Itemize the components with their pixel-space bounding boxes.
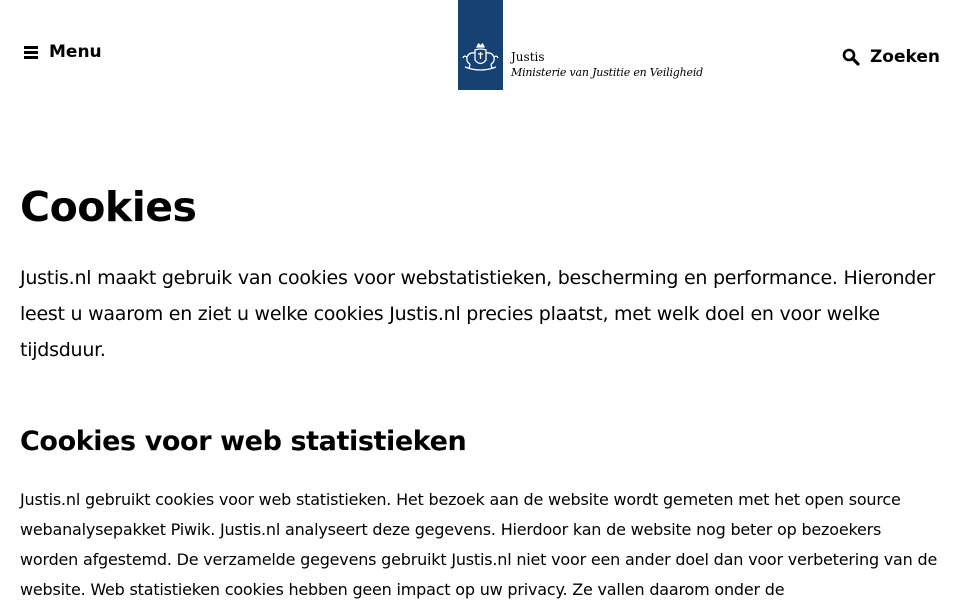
intro-paragraph: Justis.nl maakt gebruik van cookies voor webstatistieken, bescherming en performance. Hieronder leest u waarom en ziet u welke cookies Justis.nl precies plaatst, met welk doel en voor welke tijdsduur. bbox=[20, 267, 936, 361]
site-header bbox=[0, 0, 960, 110]
section-paragraph: Justis.nl gebruikt cookies voor web statistieken. Het bezoek aan de website wordt gemeten met het open source webanalysepakket Piwik. Justis.nl analyseert deze gegevens. Hierdoor kan de website nog beter op bezoekers worden afgestemd. De verzamelde gegevens gebruikt Justis.nl niet voor een ander doel dan voor verbetering van de website. Web statistieken cookies hebben geen impact op uw privacy. Ze vallen daarom onder de bbox=[20, 490, 938, 599]
logo-ministry: Ministerie van Justitie en Veiligheid bbox=[511, 66, 704, 79]
logo-bar bbox=[458, 0, 503, 90]
section-heading: Cookies voor web statistieken bbox=[20, 426, 467, 457]
main-content bbox=[0, 182, 960, 600]
menu-button[interactable] bbox=[24, 42, 102, 62]
search-button[interactable] bbox=[842, 47, 940, 67]
coat-of-arms-icon bbox=[460, 42, 501, 78]
menu-label: Menu bbox=[49, 42, 102, 62]
logo-name: Justis bbox=[511, 50, 545, 64]
site-logo[interactable] bbox=[458, 0, 703, 90]
search-label: Zoeken bbox=[869, 47, 940, 67]
logo-text bbox=[511, 49, 703, 81]
search-icon bbox=[842, 48, 860, 66]
hamburger-icon bbox=[24, 46, 38, 59]
page-title: Cookies bbox=[20, 183, 197, 231]
